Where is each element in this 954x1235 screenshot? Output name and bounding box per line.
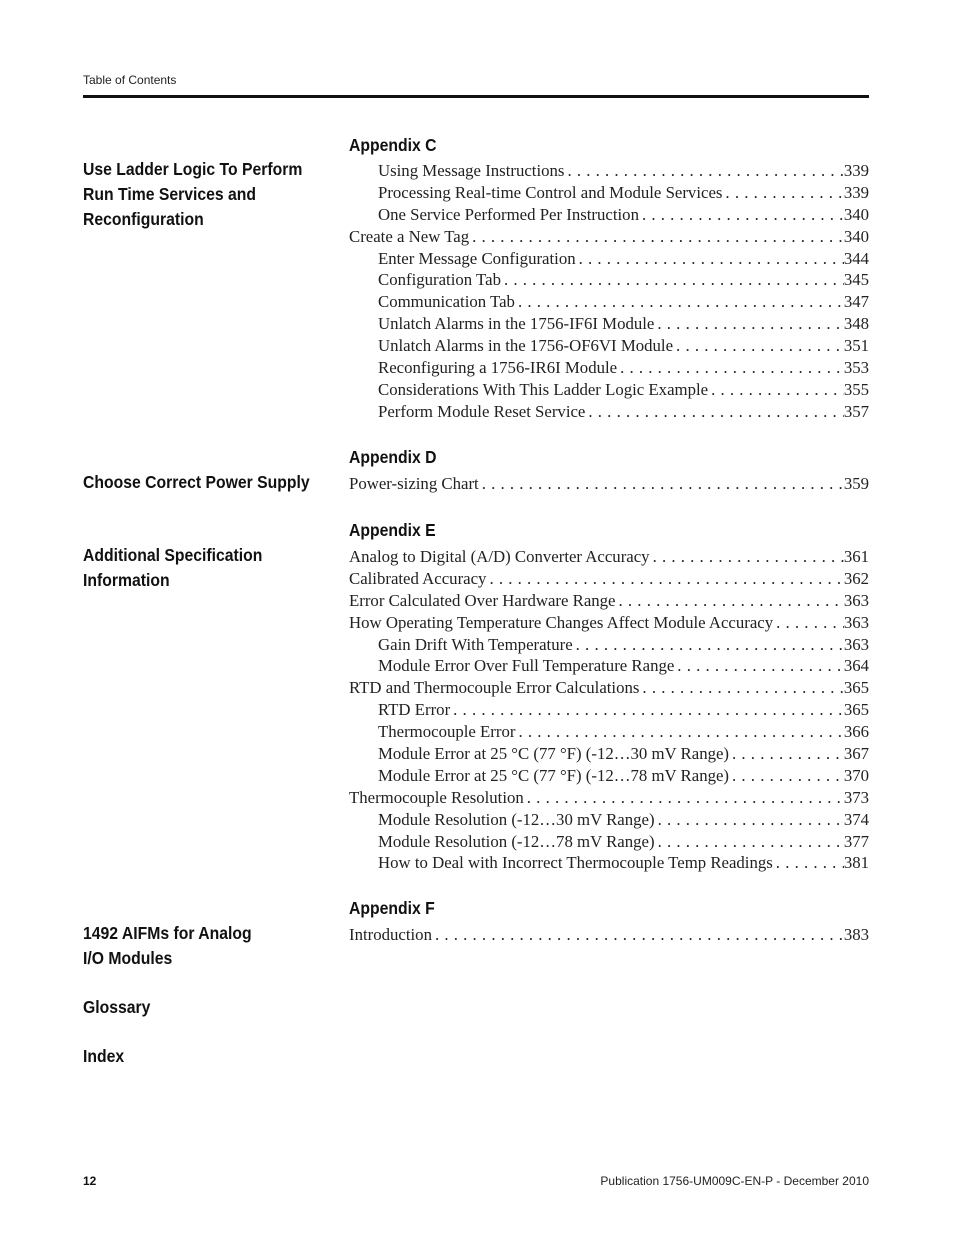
toc-entry[interactable]: [349, 809, 869, 831]
toc-entry-title: Analog to Digital (A/D) Converter Accuracy: [349, 547, 650, 566]
toc-entry-title: Enter Message Configuration: [378, 248, 576, 268]
dot-leader: [708, 379, 844, 401]
toc-entry-title: Communication Tab: [378, 292, 515, 312]
appendix-f-entries: [349, 924, 869, 946]
toc-entry-title: Module Error at 25 °C (77 °F) (-12…30 mV Range): [378, 744, 730, 764]
appendix-d-entries: [349, 473, 869, 495]
toc-entry-title: How to Deal with Incorrect Thermocouple Temp Readings: [378, 853, 773, 873]
toc-entry[interactable]: [349, 699, 869, 721]
toc-entry[interactable]: [349, 226, 869, 248]
toc-entry[interactable]: [349, 546, 869, 568]
toc-entry-title: RTD and Thermocouple Error Calculations: [349, 678, 640, 698]
toc-entry-page: 370: [843, 765, 869, 785]
appendix-c-heading: Appendix C: [349, 135, 437, 155]
footer-publication: Publication 1756-UM009C-EN-P - December 2010: [600, 1174, 869, 1188]
dot-leader: [450, 699, 844, 721]
dot-leader: [515, 721, 843, 743]
toc-entry-page: 365: [843, 678, 869, 698]
toc-entry-page: 366: [843, 722, 869, 742]
toc-entry-page: 363: [843, 634, 869, 654]
toc-entry[interactable]: [349, 831, 869, 853]
toc-entry-title: Module Error Over Full Temperature Range: [378, 656, 675, 676]
dot-leader: [773, 612, 844, 634]
toc-entry-page: 363: [843, 590, 869, 610]
dot-leader: [469, 226, 844, 248]
toc-entry-page: 383: [843, 925, 869, 944]
toc-entry-title: Using Message Instructions: [378, 161, 565, 180]
dot-leader: [729, 765, 844, 787]
toc-entry-title: Error Calculated Over Hardware Range: [349, 590, 616, 610]
toc-entry[interactable]: [349, 590, 869, 612]
toc-entry-title: Module Resolution (-12…78 mV Range): [378, 831, 655, 851]
toc-entry-title: Considerations With This Ladder Logic Example: [378, 379, 709, 399]
toc-entry-page: 340: [843, 204, 869, 224]
side-title-line: Choose Correct Power Supply: [83, 472, 310, 492]
dot-leader: [773, 852, 844, 874]
side-title-line: I/O Modules: [83, 948, 173, 968]
toc-entry[interactable]: [349, 248, 869, 270]
toc-entry-page: 377: [843, 831, 869, 851]
toc-entry-page: 374: [843, 809, 869, 829]
toc-entry[interactable]: [349, 313, 869, 335]
toc-entry[interactable]: [349, 852, 869, 874]
appendix-f-side-title: [83, 921, 299, 971]
toc-entry-page: 361: [843, 547, 869, 566]
toc-entry[interactable]: [349, 160, 869, 182]
toc-entry-page: 353: [843, 358, 869, 378]
toc-entry-page: 339: [843, 161, 869, 180]
toc-entry-title: Module Resolution (-12…30 mV Range): [378, 809, 655, 829]
dot-leader: [617, 357, 844, 379]
toc-entry-title: Thermocouple Error: [378, 722, 516, 742]
toc-entry[interactable]: [349, 379, 869, 401]
toc-entry-page: 362: [843, 568, 869, 588]
toc-entry[interactable]: [349, 291, 869, 313]
toc-entry-title: Unlatch Alarms in the 1756-OF6VI Module: [378, 336, 674, 356]
side-title-line: Run Time Services and: [83, 184, 257, 204]
toc-entry[interactable]: [349, 401, 869, 423]
toc-entry-page: 340: [843, 226, 869, 246]
toc-entry[interactable]: [349, 634, 869, 656]
appendix-d-side-title: [83, 470, 310, 495]
dot-leader: [576, 248, 844, 270]
appendix-e-entries: [349, 546, 869, 874]
side-title-line: Reconfiguration: [83, 209, 204, 229]
toc-entry-title: Unlatch Alarms in the 1756-IF6I Module: [378, 314, 655, 334]
glossary-link[interactable]: Glossary: [83, 997, 151, 1017]
dot-leader: [655, 809, 844, 831]
dot-leader: [524, 787, 844, 809]
dot-leader: [639, 677, 843, 699]
toc-entry-page: 363: [843, 612, 869, 632]
toc-entry-page: 345: [843, 270, 869, 290]
appendix-e-side-title: [83, 543, 299, 593]
toc-entry[interactable]: [349, 357, 869, 379]
appendix-c-side-title: [83, 157, 303, 232]
index-link[interactable]: Index: [83, 1046, 125, 1066]
toc-entry[interactable]: [349, 677, 869, 699]
toc-entry-title: Create a New Tag: [349, 226, 470, 246]
toc-entry[interactable]: [349, 473, 869, 495]
dot-leader: [432, 924, 844, 946]
toc-entry-page: 381: [843, 853, 869, 873]
toc-entry[interactable]: [349, 765, 869, 787]
appendix-e-heading: Appendix E: [349, 520, 436, 540]
dot-leader: [639, 204, 844, 226]
toc-entry-page: 344: [843, 248, 869, 268]
toc-entry-page: 355: [843, 379, 869, 399]
header-rule: [83, 95, 869, 98]
toc-entry-title: Thermocouple Resolution: [349, 787, 524, 807]
dot-leader: [654, 313, 843, 335]
toc-entry-page: 351: [843, 336, 869, 356]
toc-entry-title: Calibrated Accuracy: [349, 568, 487, 588]
dot-leader: [650, 546, 844, 568]
toc-entry-page: 347: [843, 292, 869, 312]
dot-leader: [655, 831, 844, 853]
appendix-c-entries: [349, 160, 869, 423]
toc-entry-title: Perform Module Reset Service: [378, 401, 586, 421]
toc-entry-title: Gain Drift With Temperature: [378, 634, 573, 654]
toc-entry-title: Processing Real-time Control and Module Services: [378, 182, 723, 202]
running-head: Table of Contents: [83, 73, 177, 87]
toc-entry-title: One Service Performed Per Instruction: [378, 204, 639, 224]
toc-entry-page: 348: [843, 314, 869, 334]
toc-entry-page: 365: [843, 700, 869, 720]
dot-leader: [722, 182, 843, 204]
toc-entry-title: Configuration Tab: [378, 270, 501, 290]
toc-entry-title: Introduction: [349, 925, 432, 944]
toc-entry-page: 357: [843, 401, 869, 421]
side-title-line: Additional Specification: [83, 545, 263, 565]
toc-entry[interactable]: [349, 269, 869, 291]
dot-leader: [585, 401, 843, 423]
toc-entry-title: Module Error at 25 °C (77 °F) (-12…78 mV Range): [378, 765, 730, 785]
dot-leader: [673, 335, 844, 357]
side-title-line: Use Ladder Logic To Perform: [83, 159, 303, 179]
dot-leader: [564, 160, 843, 182]
dot-leader: [616, 590, 844, 612]
appendix-f-heading: Appendix F: [349, 898, 435, 918]
toc-entry[interactable]: [349, 612, 869, 634]
toc-entry-title: Reconfiguring a 1756-IR6I Module: [378, 358, 618, 378]
toc-entry-title: Power-sizing Chart: [349, 474, 479, 493]
dot-leader: [573, 634, 844, 656]
appendix-d-heading: Appendix D: [349, 447, 437, 467]
toc-entry[interactable]: [349, 204, 869, 226]
toc-entry-page: 359: [843, 474, 869, 493]
side-title-line: Information: [83, 570, 170, 590]
side-title-line: 1492 AIFMs for Analog: [83, 923, 252, 943]
dot-leader: [674, 655, 844, 677]
toc-entry-page: 367: [843, 744, 869, 764]
toc-entry-page: 364: [843, 656, 869, 676]
toc-entry-title: How Operating Temperature Changes Affect Module Accuracy: [349, 612, 774, 632]
toc-entry[interactable]: [349, 721, 869, 743]
toc-entry-title: RTD Error: [378, 700, 451, 720]
dot-leader: [479, 473, 844, 495]
toc-entry-page: 339: [843, 182, 869, 202]
toc-entry[interactable]: [349, 743, 869, 765]
dot-leader: [729, 743, 844, 765]
toc-entry[interactable]: [349, 335, 869, 357]
dot-leader: [501, 269, 844, 291]
dot-leader: [486, 568, 843, 590]
toc-entry[interactable]: [349, 182, 869, 204]
footer-page-number: 12: [83, 1174, 97, 1188]
dot-leader: [515, 291, 844, 313]
toc-entry[interactable]: [349, 787, 869, 809]
toc-entry[interactable]: [349, 924, 869, 946]
toc-entry[interactable]: [349, 655, 869, 677]
toc-entry-page: 373: [843, 787, 869, 807]
toc-entry[interactable]: [349, 568, 869, 590]
